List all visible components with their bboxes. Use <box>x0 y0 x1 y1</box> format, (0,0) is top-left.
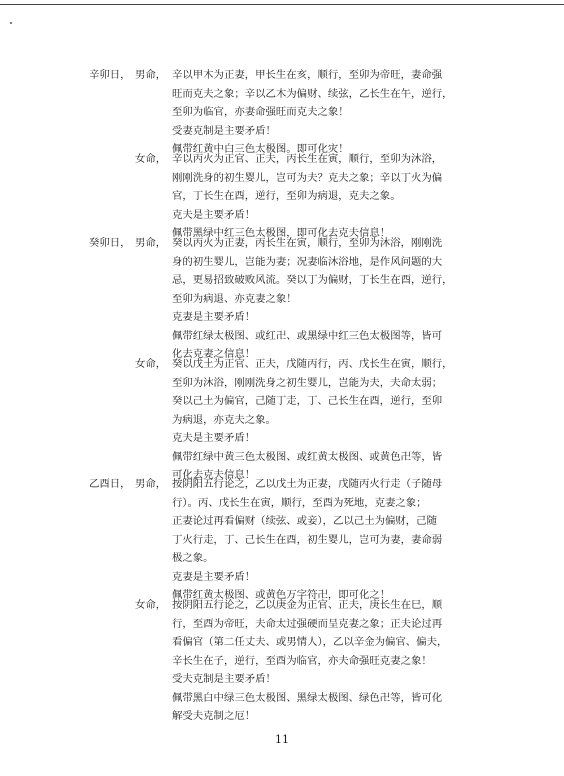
entry-text <box>172 355 502 485</box>
entry-text <box>172 66 502 159</box>
text-line: 行，至酉为帝旺，夫命太过强硬而呈克妻之象；正夫论过再 <box>172 617 443 630</box>
text-line: 克夫是主要矛盾！ <box>172 208 256 221</box>
text-line: 佩带黑白中绿三色太极图、黑绿太极图、绿色卍等，皆可化 <box>172 691 443 704</box>
text-line: 官，丁长生在酉，逆行，至卯为病退，克夫之象。 <box>172 190 401 202</box>
text-line: 忌，更易招致破败风流。癸以丁为偏财，丁长生在酉，逆行， <box>172 274 453 286</box>
text-line: 丁火行走，丁、己长生在酉，初生婴儿，岂可为妻，妻命弱 <box>172 533 443 546</box>
gender-label: 男命， <box>135 237 167 249</box>
text-line: 正妻论过再看偏财（续弦、或妾），乙以己土为偏财，己随 <box>172 515 437 527</box>
day-label: 辛卯日， <box>89 69 131 81</box>
day-label: 乙酉日， <box>89 478 131 490</box>
text-line: 按阴阳五行论之，乙以庚金为正官、正夫，庚长生在巳，顺 <box>172 599 443 611</box>
text-line: 克夫是主要矛盾！ <box>172 432 256 444</box>
text-line: 至卯为病退、亦克妻之象！ <box>172 292 297 305</box>
gender-label: 男命， <box>135 69 167 81</box>
text-line: 按阴阳五行论之，乙以戊土为正妻，戊随丙火行走（子随母 <box>172 478 443 490</box>
gender-label: 女命， <box>135 358 167 370</box>
text-line: 佩带红黄中白三色太极图。即可化灾！ <box>172 143 349 155</box>
text-line: 克妻是主要矛盾！ <box>172 570 256 583</box>
gender-label: 男命， <box>135 478 167 490</box>
text-line: 极之象。 <box>172 552 214 564</box>
text-line: 癸以己土为偏官，己随丁走，丁、己长生在酉，逆行，至卯 <box>172 395 443 407</box>
text-line: 辛以丙火为正官、正夫，丙长生在寅，顺行，至卯为沐浴， <box>172 153 443 165</box>
text-line: 受夫克制是主要矛盾！ <box>172 673 276 685</box>
page-number: 11 <box>275 733 289 746</box>
day-label: 癸卯日， <box>89 237 131 249</box>
entry-text <box>172 475 502 605</box>
text-line: 刚刚洗身的初生婴儿，岂可为夫？克夫之象；辛以丁火为偏 <box>172 171 443 184</box>
text-line: 辛以甲木为正妻，甲长生在亥，顺行，至卯为帝旺，妻命强 <box>172 69 443 81</box>
text-line: 克妻是主要矛盾！ <box>172 311 256 323</box>
entry-text <box>172 596 502 726</box>
gender-label: 女命， <box>135 153 167 165</box>
entry-text <box>172 150 502 243</box>
text-line: 癸以丙火为正妻，丙长生在寅，顺行，至卯为沐浴，刚刚洗 <box>172 237 443 249</box>
text-line: 旺而克夫之象；辛以乙木为偏财、续弦，乙长生在午，逆行， <box>172 87 453 100</box>
text-line: 受妻克制是主要矛盾！ <box>172 124 276 137</box>
text-line: 至卯为沐浴，刚刚洗身之初生婴儿，岂能为夫，夫命太弱； <box>172 376 443 389</box>
text-line: 为病退，亦克夫之象。 <box>172 413 276 426</box>
entry-text <box>172 234 502 364</box>
gender-label: 女命， <box>135 599 167 611</box>
text-line: 行）。丙、戊长生在寅，顺行，至酉为死地，克妻之象； <box>172 496 427 509</box>
text-line: 可化去克夫信息！ <box>172 469 256 481</box>
text-line: 佩带黑绿中红三色太极图，即可化去克夫信息！ <box>172 227 391 239</box>
text-line: 解受夫克制之厄！ <box>172 710 256 722</box>
text-line: 佩带红绿太极图、或红卍、或黑绿中红三色太极图等，皆可 <box>172 329 443 342</box>
text-line: 看偏官（第二任丈夫、或男情人），乙以辛金为偏官、偏夫， <box>172 636 448 648</box>
text-line: 至卯为临官，亦妻命强旺而克夫之象！ <box>172 106 349 118</box>
text-line: 化去克妻之信息！ <box>172 348 256 360</box>
text-line: 辛长生在子，逆行，至酉为临官，亦夫命强旺克妻之象！ <box>172 654 432 667</box>
text-line: 佩带红黄太极图、或黄色万字符卍，即可化之！ <box>172 589 391 601</box>
text-line: 癸以戊土为正官、正夫，戊随丙行，丙、戊长生在寅，顺行， <box>172 358 453 370</box>
text-line: 佩带红绿中黄三色太极图、或红黄太极图、或黄色卍等，皆 <box>172 450 443 463</box>
text-line: 身的初生婴儿，岂能为妻；况妻临沐浴地，是作风问题的大 <box>172 255 443 268</box>
